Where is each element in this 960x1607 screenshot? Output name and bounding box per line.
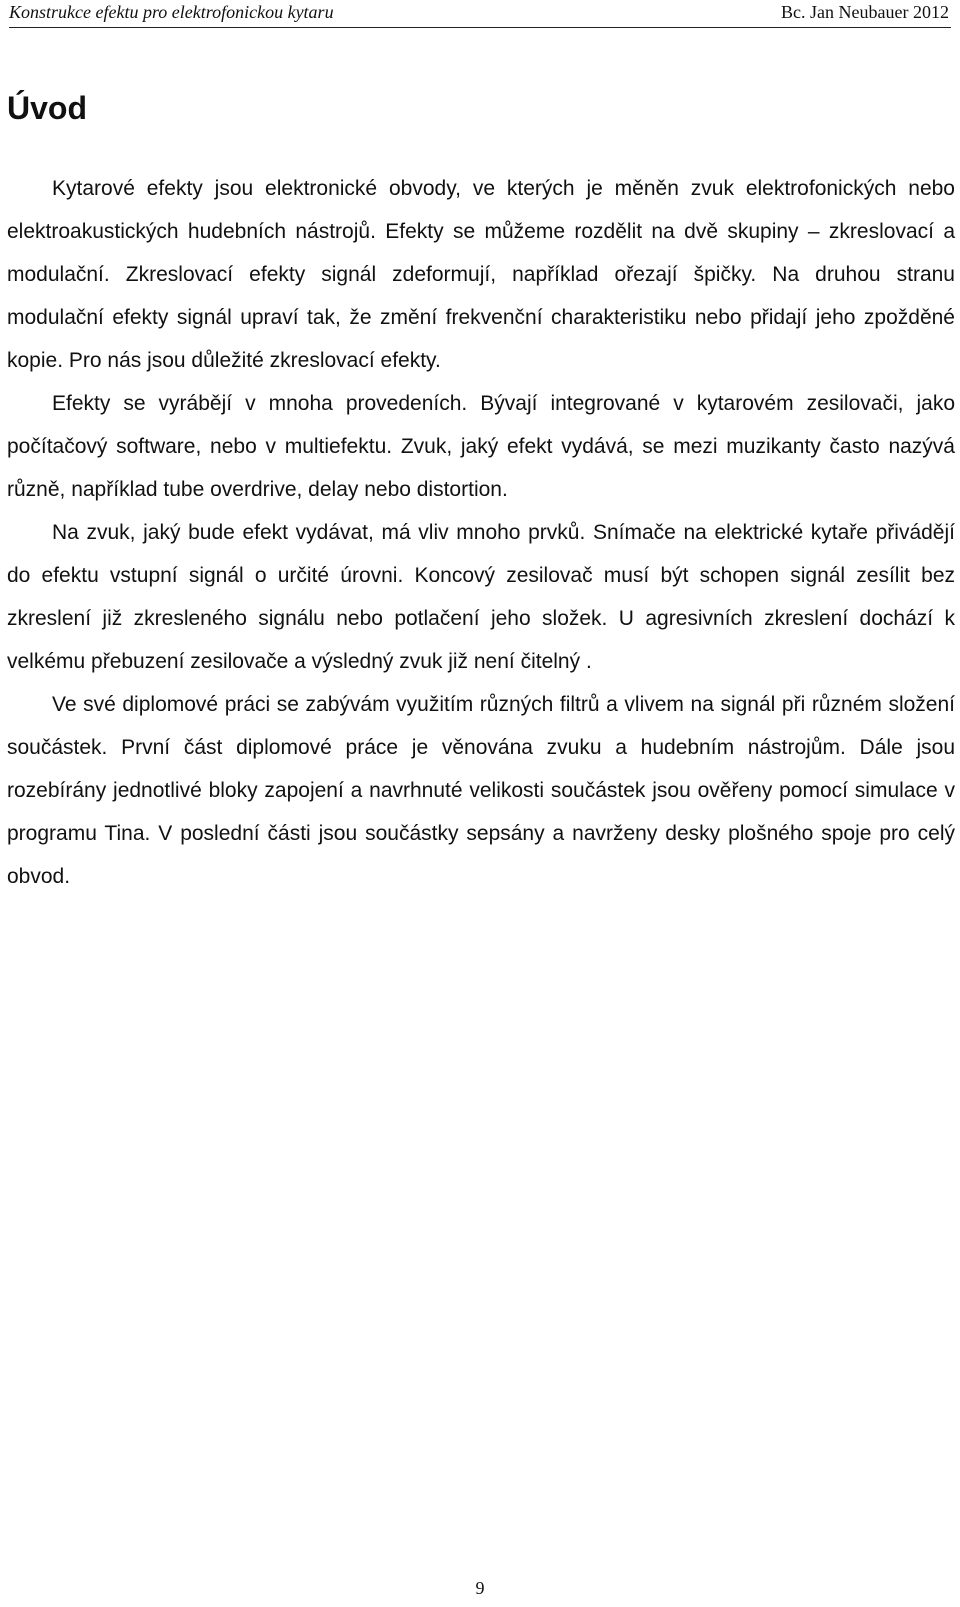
document-title-header: Konstrukce efektu pro elektrofonickou kytaru: [9, 2, 334, 22]
page-header: [9, 0, 951, 28]
paragraph-factors: Na zvuk, jaký bude efekt vydávat, má vliv mnoho prvků. Snímače na elektrické kytaře přivádějí do efektu vstupní signál o určité úrovni. Koncový zesilovač musí být schopen signál zesílit bez zkreslení již zkresleného signálu nebo potlačení jeho složek. U agresivních zkreslení dochází k velkému přebuzení zesilovače a výsledný zvuk již není čitelný .: [7, 521, 955, 673]
page-number: 9: [475, 1578, 485, 1598]
paragraph-intro: Kytarové efekty jsou elektronické obvody, ve kterých je měněn zvuk elektrofonických nebo elektroakustických hudebních nástrojů. Efekty se můžeme rozdělit na dvě skupiny – zkreslovací a modulační. Zkreslovací efekty signál zdeformují, například ořezají špičky. Na druhou stranu modulační efekty signál upraví tak, že změní frekvenční charakteristiku nebo přidají jeho zpožděné kopie. Pro nás jsou důležité zkreslovací efekty.: [7, 177, 955, 372]
body-text: [7, 167, 955, 898]
paragraph-variants: Efekty se vyrábějí v mnoha provedeních. Bývají integrované v kytarovém zesilovači, jako počítačový software, nebo v multiefektu. Zvuk, jaký efekt vydává, se mezi muzikanty často nazývá různě, například tube overdrive, delay nebo distortion.: [7, 392, 955, 501]
chapter-title: Úvod: [7, 90, 87, 126]
author-year-header: Bc. Jan Neubauer 2012: [781, 2, 949, 22]
paragraph-thesis-scope: Ve své diplomové práci se zabývám využitím různých filtrů a vlivem na signál při různém složení součástek. První část diplomové práce je věnována zvuku a hudebním nástrojům. Dále jsou rozebírány jednotlivé bloky zapojení a navrhnuté velikosti součástek jsou ověřeny pomocí simulace v programu Tina. V poslední části jsou součástky sepsány a navrženy desky plošného spoje pro celý obvod.: [7, 693, 955, 888]
